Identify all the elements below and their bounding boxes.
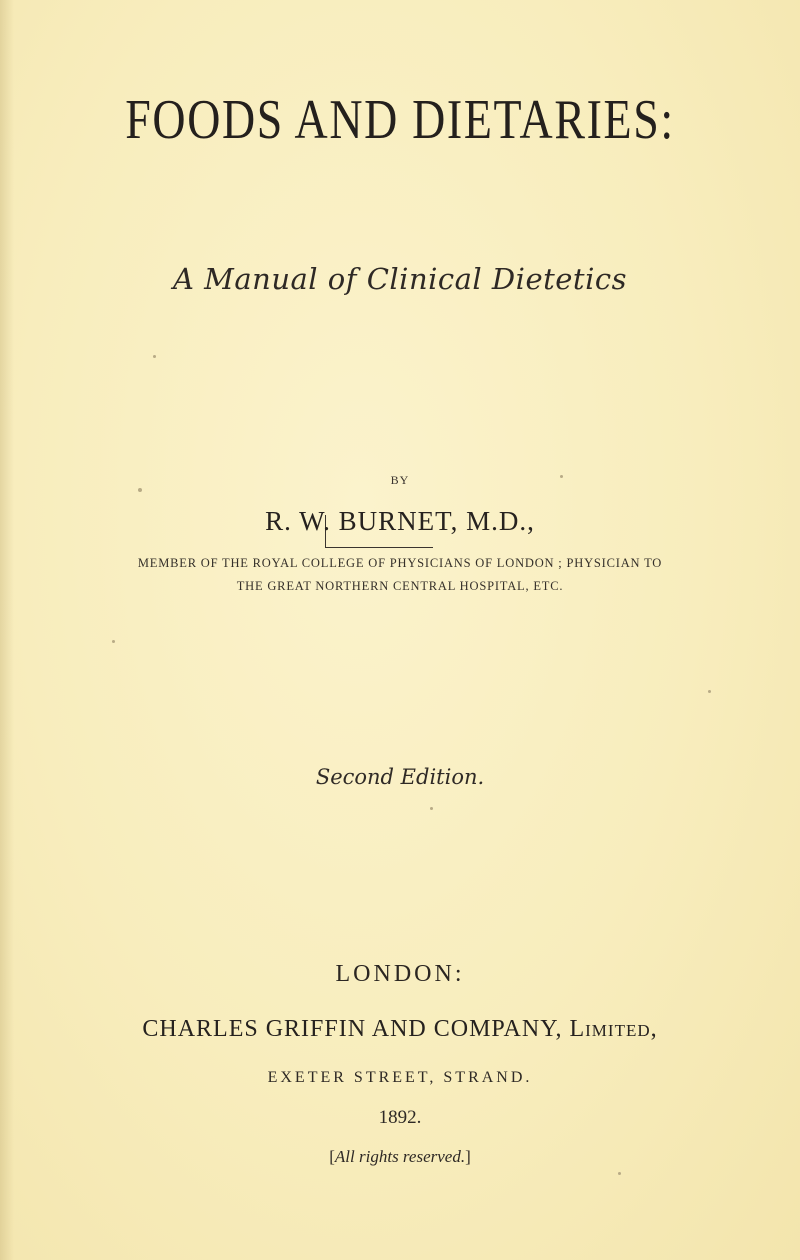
author-name: R. W. BURNET, M.D.,: [265, 506, 535, 536]
imprint-year: 1892.: [378, 1107, 422, 1128]
rights-open-bracket: [: [329, 1147, 335, 1166]
author-affiliation-line-1: MEMBER OF THE ROYAL COLLEGE OF PHYSICIANS OF LONDON ; PHYSICIAN TO: [137, 556, 663, 570]
paper-speck: [112, 640, 115, 643]
paper-speck: [153, 355, 156, 358]
author-affiliation-line-2: THE GREAT NORTHERN CENTRAL HOSPITAL, ETC.: [236, 579, 564, 593]
imprint-address: EXETER STREET, STRAND.: [267, 1069, 533, 1086]
subtitle: A Manual of Clinical Dietetics: [173, 262, 627, 296]
edition-label: Second Edition.: [315, 765, 485, 789]
by-label: BY: [390, 473, 410, 487]
rights-text: All rights reserved.: [334, 1147, 466, 1166]
rights-notice: [0, 1147, 800, 1167]
paper-speck: [708, 690, 711, 693]
paper-speck: [138, 488, 142, 492]
paper-speck: [560, 475, 563, 478]
publisher-suffix: Limited,: [569, 1016, 658, 1042]
publisher-name: CHARLES GRIFFIN AND COMPANY,: [142, 1016, 563, 1042]
imprint-city: LONDON:: [335, 961, 465, 987]
main-title: FOODS AND DIETARIES:: [125, 89, 675, 151]
imprint-publisher: [0, 1016, 800, 1043]
paper-speck: [618, 1172, 621, 1175]
rights-close-bracket: ]: [465, 1147, 471, 1166]
paper-speck: [430, 807, 433, 810]
